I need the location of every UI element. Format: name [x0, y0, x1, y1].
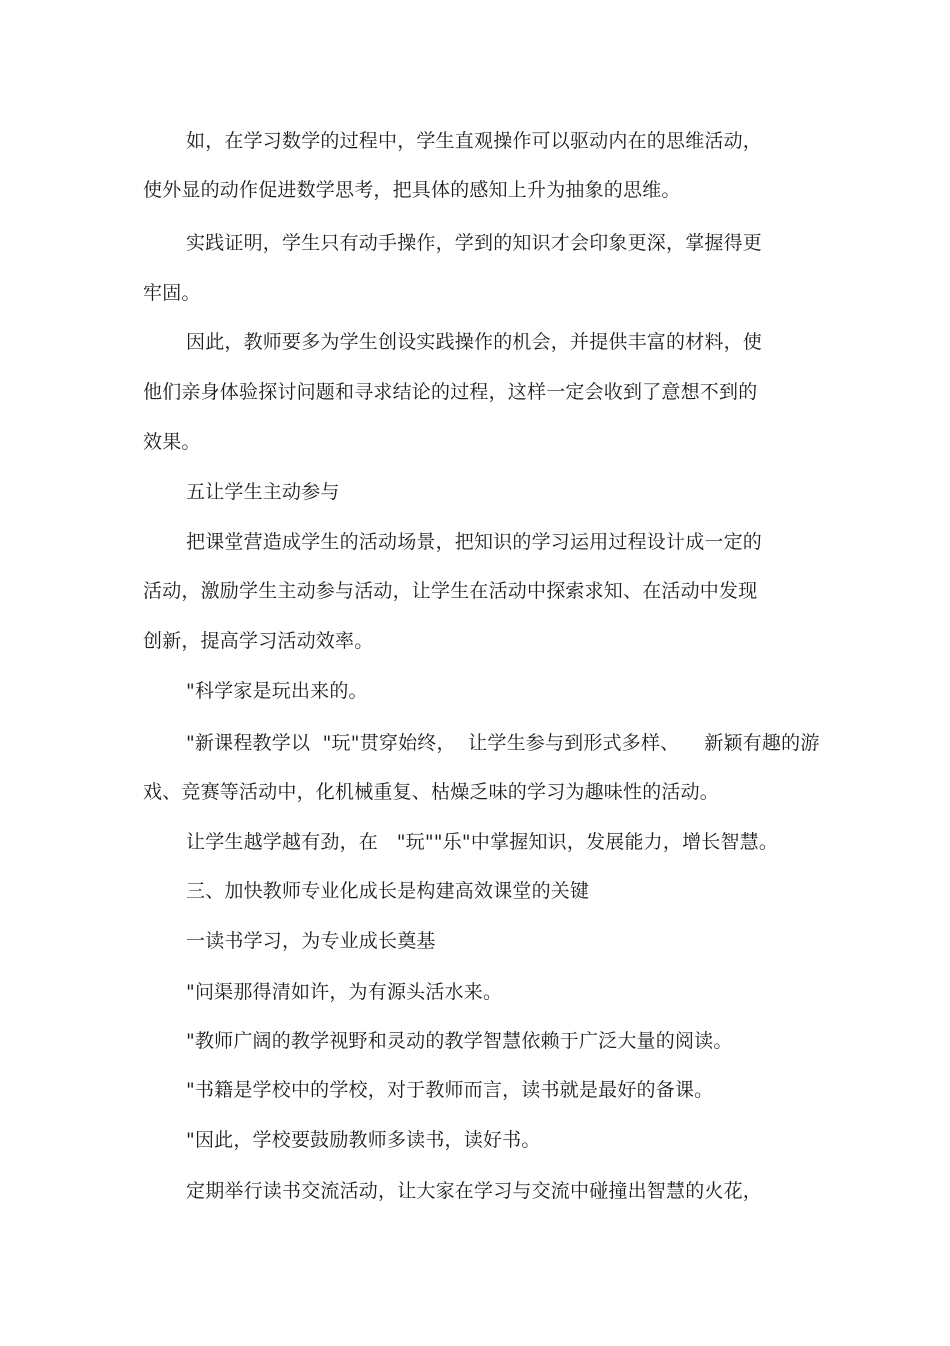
text-line: 让学生越学越有劲，在 "玩""乐"中掌握知识，发展能力，增长智慧。 [186, 831, 779, 853]
text-line: 牢固。 [143, 282, 201, 304]
section-heading: 五让学生主动参与 [186, 481, 340, 503]
text-line: 定期举行读书交流活动，让大家在学习与交流中碰撞出智慧的火花， [186, 1180, 763, 1202]
text-line: "因此，学校要鼓励教师多读书，读好书。 [186, 1129, 541, 1151]
text-line: 戏、竞赛等活动中，化机械重复、枯燥乏味的学习为趣味性的活动。 [143, 781, 720, 803]
text-line: 他们亲身体验探讨问题和寻求结论的过程，这样一定会收到了意想不到的 [143, 381, 758, 403]
text-line: 因此，教师要多为学生创设实践操作的机会，并提供丰富的材料，使 [186, 331, 763, 353]
section-heading: 三、加快教师专业化成长是构建高效课堂的关键 [186, 880, 590, 902]
text-line: 实践证明，学生只有动手操作，学到的知识才会印象更深，掌握得更 [186, 232, 763, 254]
text-line: "科学家是玩出来的。 [186, 680, 368, 702]
text-line: "问渠那得清如许，为有源头活水来。 [186, 981, 503, 1003]
text-line: 使外显的动作促进数学思考，把具体的感知上升为抽象的思维。 [143, 179, 681, 201]
text-line: "新课程教学以 "玩"贯穿始终， 让学生参与到形式多样、 新颖有趣的游 [186, 732, 820, 754]
text-line: 如，在学习数学的过程中，学生直观操作可以驱动内在的思维活动， [186, 130, 763, 152]
text-line: 创新，提高学习活动效率。 [143, 630, 374, 652]
text-line: 效果。 [143, 431, 201, 453]
text-line: 活动，激励学生主动参与活动，让学生在活动中探索求知、在活动中发现 [143, 580, 758, 602]
text-line: "书籍是学校中的学校，对于教师而言，读书就是最好的备课。 [186, 1079, 714, 1101]
text-line: "教师广阔的教学视野和灵动的教学智慧依赖于广泛大量的阅读。 [186, 1030, 733, 1052]
text-line: 把课堂营造成学生的活动场景，把知识的学习运用过程设计成一定的 [186, 531, 763, 553]
section-heading: 一读书学习，为专业成长奠基 [186, 930, 436, 952]
